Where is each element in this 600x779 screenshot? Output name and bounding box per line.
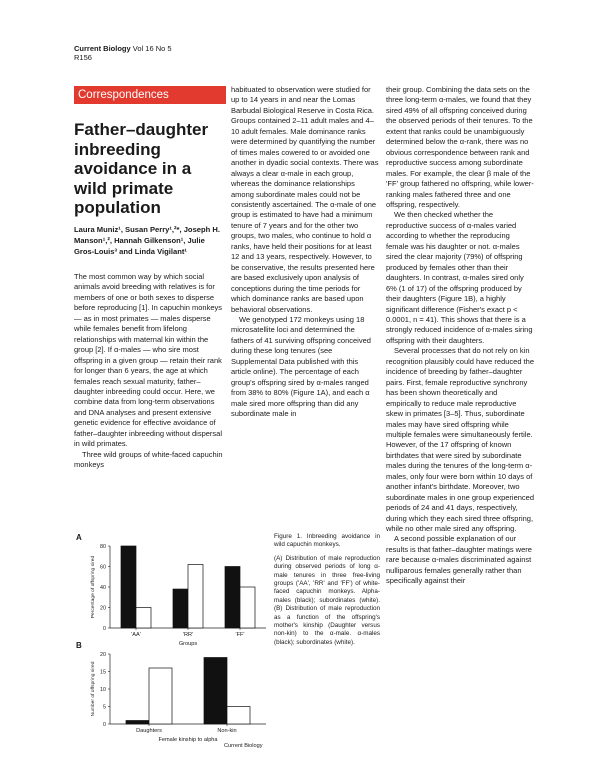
article-title: Father–daughter inbreeding avoidance in a wild primate population (74, 120, 209, 217)
x-tick-label: Daughters (136, 728, 162, 734)
bar-alpha-male (126, 721, 149, 725)
journal-name: Current Biology (74, 44, 131, 53)
x-tick-label: 'RR' (182, 632, 194, 638)
paragraph: Three wild groups of white-faced capuchin monkeys (74, 449, 223, 470)
paragraph: habituated to observation were studied for up to 14 years in and near the Lomas Barbudal Biological Reserve in Costa Rica. Groups contained 2–11 adult males and 4–10 adult females. Male dominance ranks were determined by quantifying the number of times males cowered to or avoided one another in dyadic social contexts. There was always a clear α-male in each group, whereas the dominance relationships among subordinate males could not be consistently ascertained. The α-male of one group is estimated to have had a minimum tenure of 7 years and for the other two groups, two males, who continue to hold α ranks, have held their positions for at least 12 and 13 years, respectively. However, to be conservative, the results presented here are based exclusively upon analysis of conceptions during the time periods for which dominance ranks are based upon behavioral observations. (231, 85, 379, 314)
y-tick-label: 80 (100, 544, 106, 550)
x-axis-label: Groups (178, 641, 198, 647)
y-tick-label: 0 (103, 626, 106, 632)
y-tick-label: 5 (103, 704, 106, 711)
y-axis-label: Percentage of offspring sired (91, 555, 96, 619)
y-tick-label: 40 (100, 585, 106, 591)
bar-subordinate (149, 668, 172, 724)
figure-credit: Current Biology (224, 743, 263, 749)
y-tick-label: 10 (100, 687, 106, 693)
caption-detail: (A) Distribution of male reproduction during observed periods of long α-male tenures in three free-living groups ('AA', 'RR' and 'FF') of white-faced capuchin monkeys. Alpha-males (black); subordinates (white). (B) Distribution of male reproduction as a function of the offspring's mother's kinship (Daughter versus non-kin) to the α-male. α-males (black); subordinates (white). (274, 554, 380, 646)
paragraph: A second possible explanation of our results is that father–daughter matings were rare because α-males discriminated against nulliparous females generally rather than specifically against their (386, 534, 532, 586)
text-column-1 (74, 272, 226, 471)
running-header (74, 44, 172, 62)
figure-1 (74, 530, 269, 755)
y-axis-label: Number of offspring sired (91, 661, 96, 717)
y-tick-label: 20 (100, 605, 106, 612)
text-column-3 (386, 85, 534, 587)
paragraph: The most common way by which social animals avoid breeding with relatives is for members of one or both sexes to disperse before reproducing [1]. In capuchin monkeys — as in most primates — males disperse while females benefit from lifelong relationships with maternal kin within the group [2]. If α-males — who sire most offspring in a given group — retain their rank for longer than 6 years, the age at which females reach sexual maturity, father–daughter inbreeding could occur. Here, we combine data from long-term observations and DNA analyses and present extensive genetic evidence for effective avoidance of father–daughter inbreeding without dispersal in wild primates. (74, 272, 223, 449)
figure-1-chart (74, 530, 269, 755)
section-banner: Correspondences (74, 86, 226, 104)
x-tick-label: Non-kin (217, 728, 237, 734)
panel-label: B (76, 641, 82, 650)
paragraph: their group. Combining the data sets on the three long-term α-males, we found that they sired 49% of all offspring conceived during the observed periods of their tenures. To the extent that ranks could be unambiguously determined below the α-rank, there was no obvious correspondence between rank and reproductive success among subordinate males. For example, the clear β male of the 'FF' group fathered no offspring, while lower-ranking males fathered three and one offspring, respectively. (386, 85, 534, 209)
author-list: Laura Muniz¹, Susan Perry¹,²*, Joseph H. Manson¹,², Hannah Gilkenson¹, Julie Gros-Louis³ and Linda Vigilant¹ (74, 225, 220, 257)
paragraph: We then checked whether the reproductive success of α-males varied according to whether the reproducing female was his daughter or not. α-males sired the clear majority (79%) of offspring produced by females other than their daughters. In contrast, α-males sired only 6% (1 of 17) of the offspring produced by their daughters (Figure 1B), a highly significant difference (Fisher's exact p < 0.0001, n = 41). This shows that there is a strongly reduced incidence of α-males siring offspring with their daughters. (386, 210, 533, 345)
y-tick-label: 60 (100, 564, 106, 571)
panel-label: A (76, 533, 82, 542)
caption-title: Figure 1. Inbreeding avoidance in wild capuchin monkeys. (274, 533, 380, 549)
bar-alpha-male (121, 546, 136, 628)
bar-alpha-male (204, 658, 227, 725)
page-number: R156 (74, 53, 92, 62)
bar-alpha-male (173, 589, 188, 628)
bar-subordinate (240, 587, 255, 628)
text-column-2 (231, 85, 379, 420)
x-axis-label: Female kinship to alpha (158, 737, 218, 743)
bar-subordinate (188, 564, 203, 628)
x-tick-label: 'FF' (235, 632, 245, 638)
paragraph: We genotyped 172 monkeys using 18 microsatellite loci and determined the fathers of 41 surviving offspring conceived during these long tenures (see Supplemental Data published with this article online). The percentage of each group's offspring sired by α-males ranged from 38% to 80% (Figure 1A), and each α male sired more offspring than did any subordinate male in (231, 314, 371, 419)
journal-volume: Vol 16 No 5 (132, 44, 172, 53)
y-tick-label: 0 (103, 722, 106, 728)
x-tick-label: 'AA' (131, 632, 141, 638)
y-tick-label: 20 (100, 652, 106, 658)
paragraph: Several processes that do not rely on kin recognition plausibly could have reduced the incidence of breeding by father–daughter pairs. First, female reproductive synchrony has been shown theoretically and empirically to reduce male reproductive skew in primates [3–5]. Thus, subordinate males may have sired offspring while multiple females were simultaneously fertile. However, of the 17 offspring of known birthdates that were sired by subordinate males during the tenures of the long-term α-males, only four were born within 10 days of another infant's birthdate. Moreover, two subordinate males in one group experienced periods of 24 and 41 days, respectively, during which they each sired three offspring, while no other male sired any offspring. (386, 346, 535, 534)
bar-alpha-male (225, 567, 240, 629)
bar-subordinate (227, 707, 250, 725)
figure-caption (274, 533, 380, 652)
y-tick-label: 15 (100, 669, 106, 676)
bar-subordinate (136, 608, 151, 629)
